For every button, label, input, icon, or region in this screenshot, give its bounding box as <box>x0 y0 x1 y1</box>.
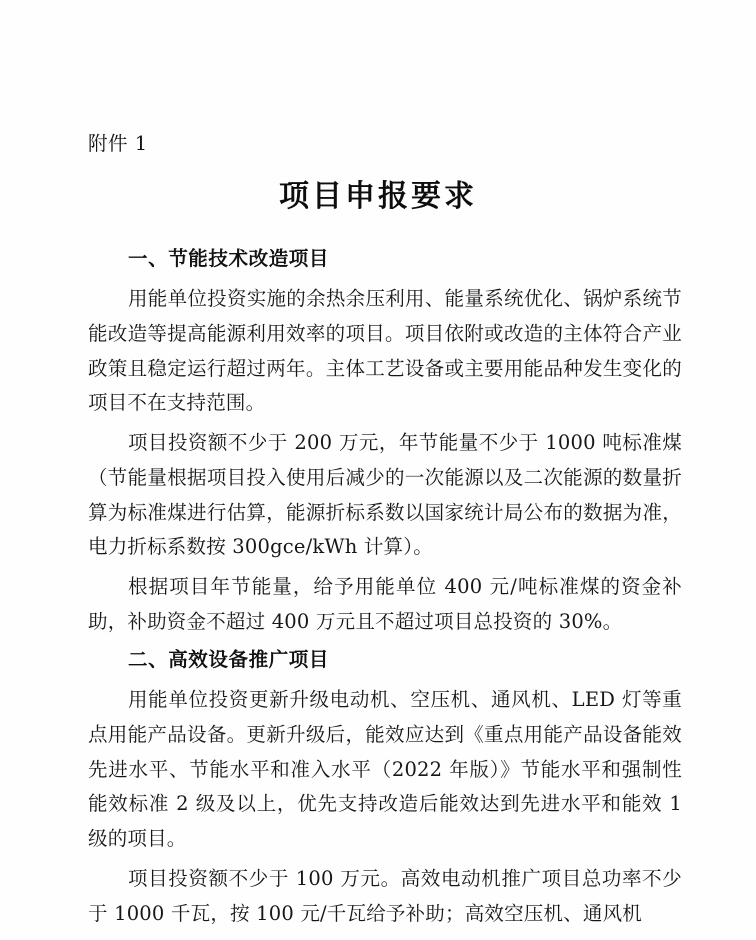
section-1-paragraph-1: 用能单位投资实施的余热余压利用、能量系统优化、锅炉系统节能改造等提高能源利用效率的项目。项目依附或改造的主体符合产业政策且稳定运行超过两年。主体工艺设备或主要用能品种发生变化的项目不在支持范围。 <box>88 287 682 415</box>
section-2-paragraph-1: 用能单位投资更新升级电动机、空压机、通风机、LED 灯等重点用能产品设备。更新升级后，能效应达到《重点用能产品设备能效先进水平、节能水平和准入水平（2022 年版）》节能水平和强制性能效标准 2 级及以上，优先支持改造后能效达到先进水平和能效 1 级的项目。 <box>88 688 682 851</box>
page-title: 项目申报要求 <box>279 179 477 215</box>
section-heading-2: 二、高效设备推广项目 <box>128 648 330 672</box>
attachment-label: 附件 1 <box>88 132 148 155</box>
section-2-paragraph-2: 项目投资额不少于 100 万元。高效电动机推广项目总功率不少于 1000 千瓦，按 100 元/千瓦给予补助；高效空压机、通风机 <box>88 866 682 925</box>
section-1-paragraph-3: 根据项目年节能量，给予用能单位 400 元/吨标准煤的资金补助，补助资金不超过 400 万元且不超过项目总投资的 30%。 <box>88 574 682 633</box>
section-1-paragraph-2: 项目投资额不少于 200 万元，年节能量不少于 1000 吨标准煤（节能量根据项目投入使用后减少的一次能源以及二次能源的数量折算为标准煤进行估算，能源折标系数以国家统计局公布的数据为准，电力折标系数按 300gce/kWh 计算）。 <box>88 431 682 559</box>
section-heading-1: 一、节能技术改造项目 <box>128 247 330 271</box>
